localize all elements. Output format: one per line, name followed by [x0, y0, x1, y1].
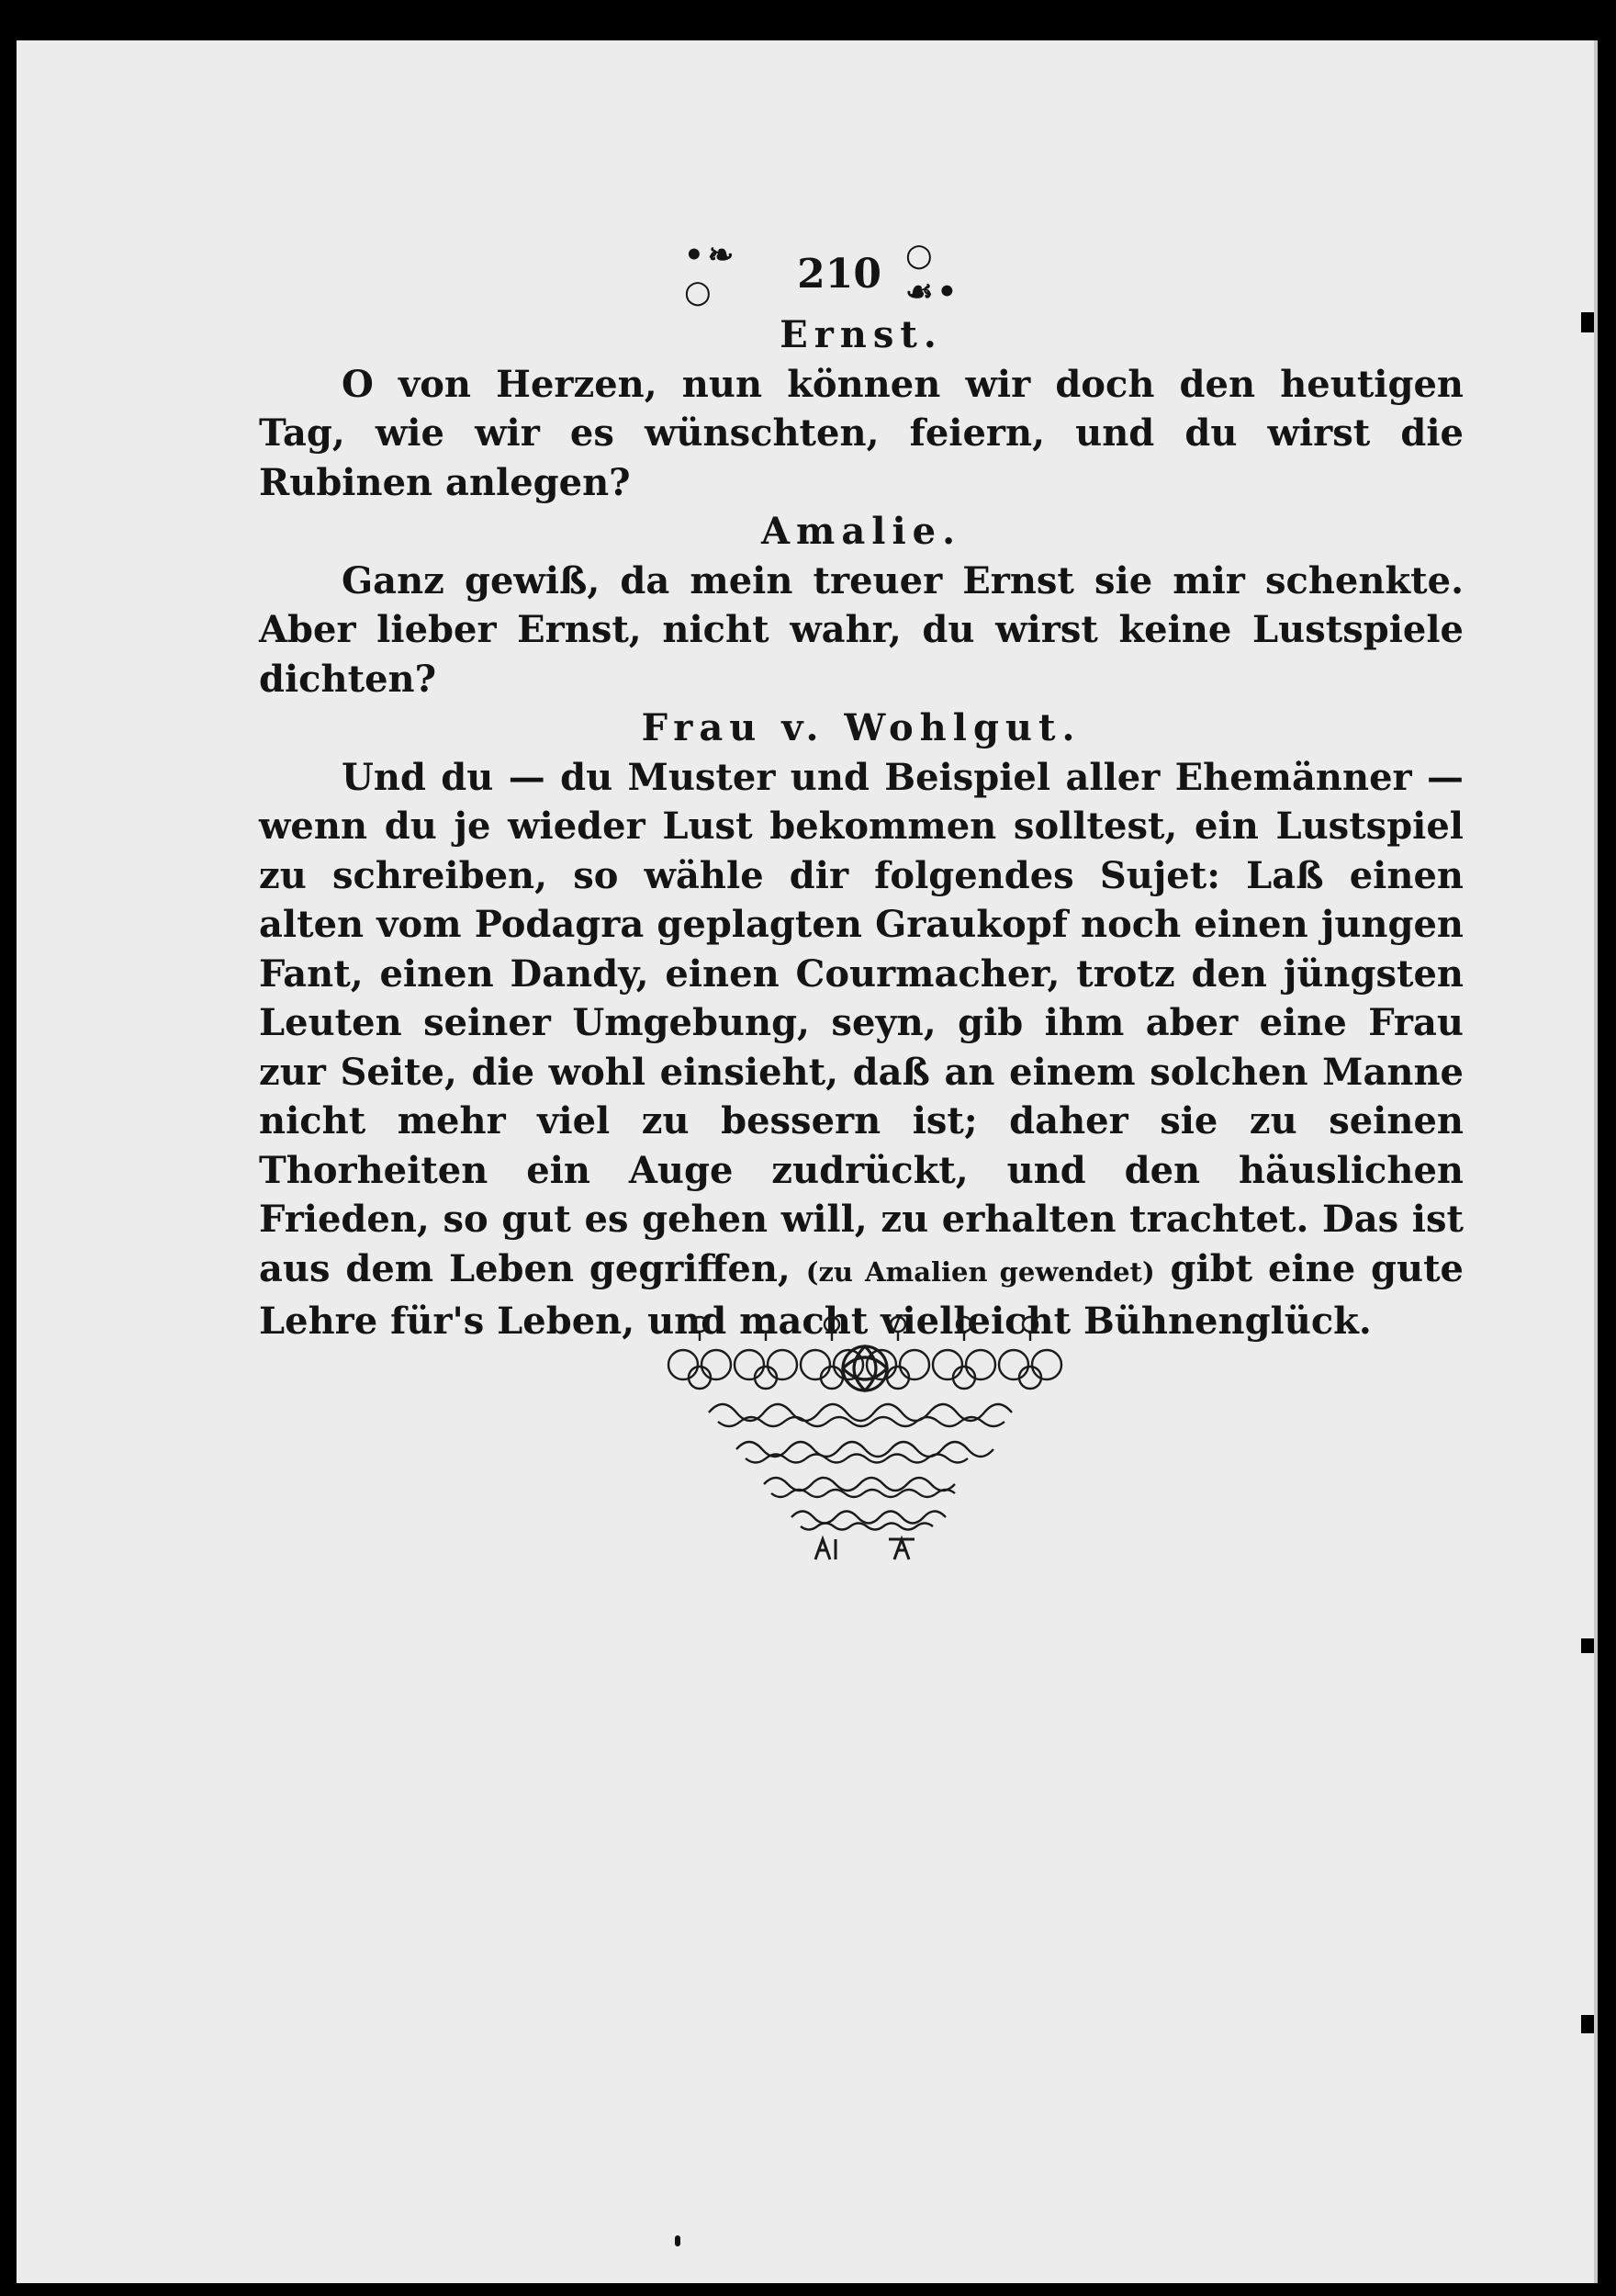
page-edge-mark: [1581, 1638, 1594, 1653]
page-number: 210: [797, 250, 882, 298]
tailpiece-centre-rosette: [843, 1346, 887, 1390]
page-header: [684, 237, 996, 310]
paragraph-text: gibt eine gute Lehre für's Leben, und macht vielleicht Bühnenglück.: [259, 1246, 1464, 1343]
ornamental-tailpiece-icon: [663, 1313, 1067, 1580]
dialogue-paragraph: Ganz gewiß, da mein treuer Ernst sie mir schenkte. Aber lieber Ernst, nicht wahr, du wirst keine Lustspiele dichten?: [259, 558, 1464, 701]
page-body: [259, 310, 1464, 1346]
speaker-name: Amalie.: [760, 510, 962, 553]
header-ornament-left: •❧ ○: [684, 237, 738, 310]
stage-direction: (zu Amalien gewendet): [805, 1255, 1155, 1288]
tailpiece-scroll-rows: [709, 1404, 1012, 1530]
tailpiece-base-glyphs: [815, 1539, 915, 1559]
header-ornament-right: ○ ☙•: [905, 237, 961, 310]
speaker-name: Frau v. Wohlgut.: [641, 706, 1082, 749]
dialogue-paragraph: [259, 753, 1464, 1346]
tailpiece-loop-row: [668, 1350, 1061, 1389]
page-edge-mark: [1581, 2015, 1594, 2033]
paragraph-text: Und du — du Muster und Beispiel aller Ehemänner — wenn du je wieder Lust bekommen solltest, ein Lustspiel zu schreiben, so wähle dir folgendes Sujet: Laß einen alten vom Podagra geplagten Graukopf noch einen jungen Fant, einen Dandy, einen Courmacher, trotz den jüngsten Leuten seiner Umgebung, seyn, gib ihm aber eine Frau zur Seite, die wohl einsieht, daß an einem solchen Manne nicht mehr viel zu bessern ist; daher sie zu seinen Thorheiten ein Auge zudrückt, und den häuslichen Frieden, so gut es gehen will, zu erhalten trachtet. Das ist aus dem Leben gegriffen,: [259, 755, 1464, 1290]
page-edge-mark: [1581, 312, 1594, 332]
bottom-mark: [675, 2235, 680, 2246]
dialogue-paragraph: O von Herzen, nun können wir doch den heutigen Tag, wie wir es wünschten, feiern, und du wirst die Rubinen anlegen?: [259, 362, 1464, 504]
speaker-name: Ernst.: [780, 313, 943, 356]
tailpiece-top-rings: [692, 1317, 1038, 1341]
